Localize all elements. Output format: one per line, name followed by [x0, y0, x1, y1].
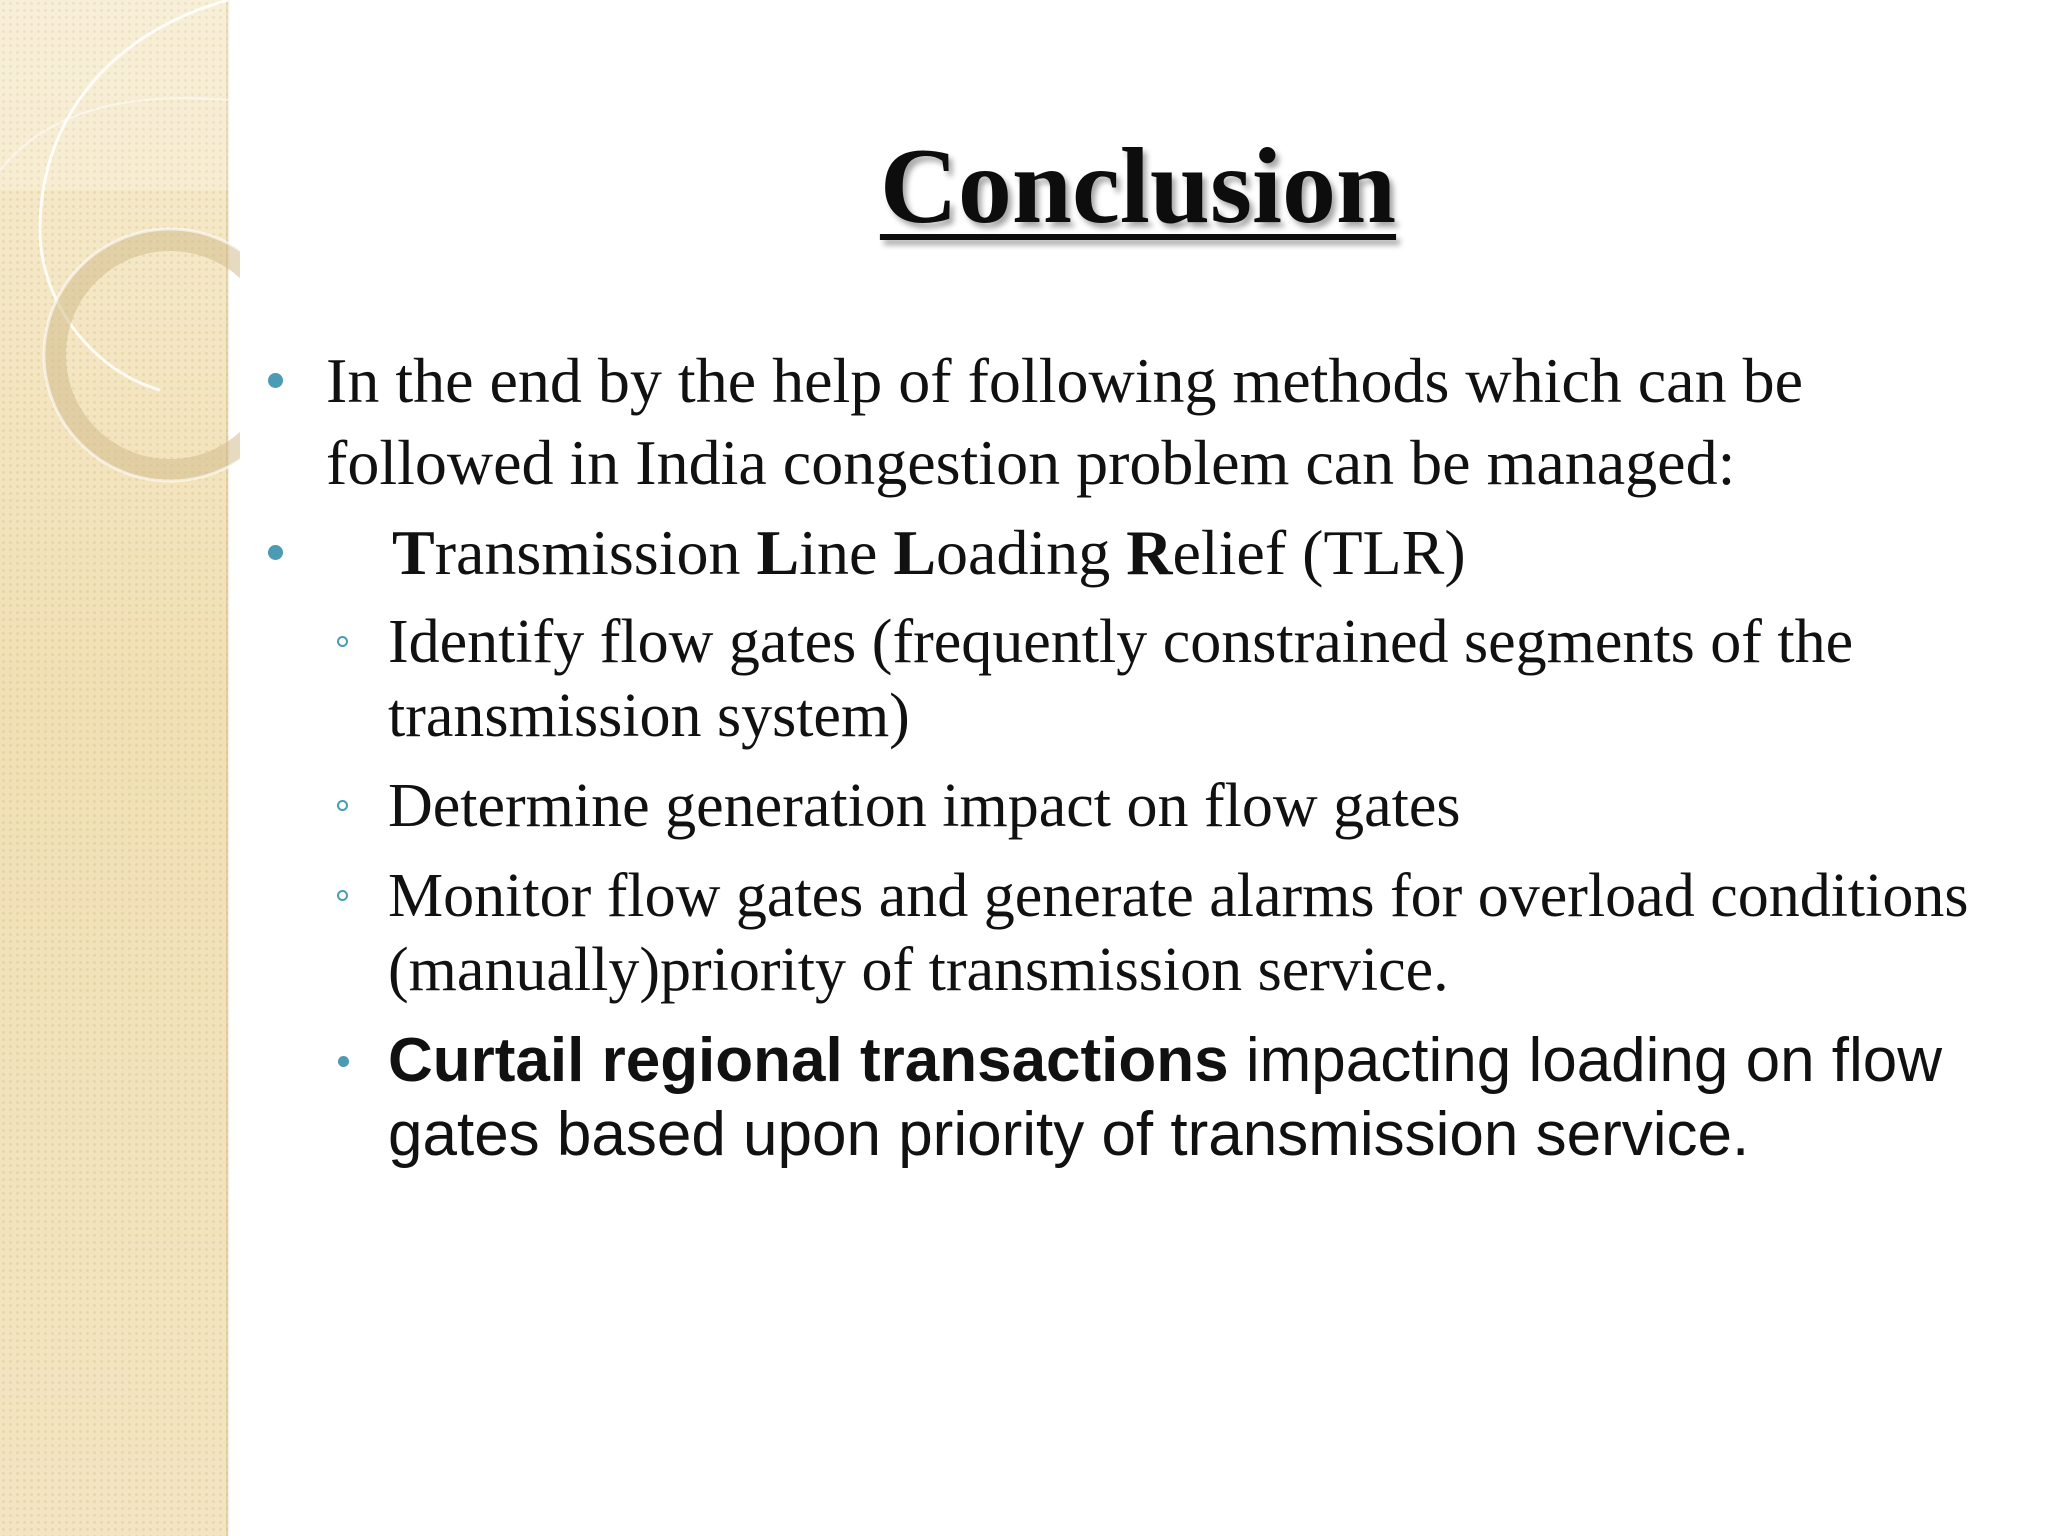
sub-bullet-dot-icon	[338, 1056, 349, 1067]
bullet-intro: In the end by the help of following methods which can be followed in India congestion problem can be managed:	[326, 345, 1803, 498]
sub-bullet-ring-icon	[337, 890, 348, 901]
decorative-circles	[0, 0, 240, 520]
sub-bullet-ring-icon	[337, 800, 348, 811]
sub-bullet-monitor: Monitor flow gates and generate alarms for overload conditions (manually)priority of transmission service.	[388, 862, 1969, 1004]
bullet-tlr: Transmission Line Loading Relief (TLR)	[392, 517, 1466, 588]
slide-title: Conclusion	[879, 127, 1397, 246]
bullet-dot-icon	[268, 545, 283, 560]
sub-bullet-ring-icon	[337, 636, 348, 647]
sub-bullet-curtail	[388, 1024, 2008, 1172]
sub-bullet-determine: Determine generation impact on flow gates	[388, 772, 1461, 840]
curtail-rest-text: impacting loading on flow gates based upon priority of transmission service.	[388, 1026, 1943, 1169]
bullet-dot-icon	[268, 373, 283, 388]
sub-bullet-identify: Identify flow gates (frequently constrained segments of the transmission system)	[388, 608, 1854, 750]
curtail-bold-text: Curtail regional transactions	[388, 1026, 1229, 1095]
